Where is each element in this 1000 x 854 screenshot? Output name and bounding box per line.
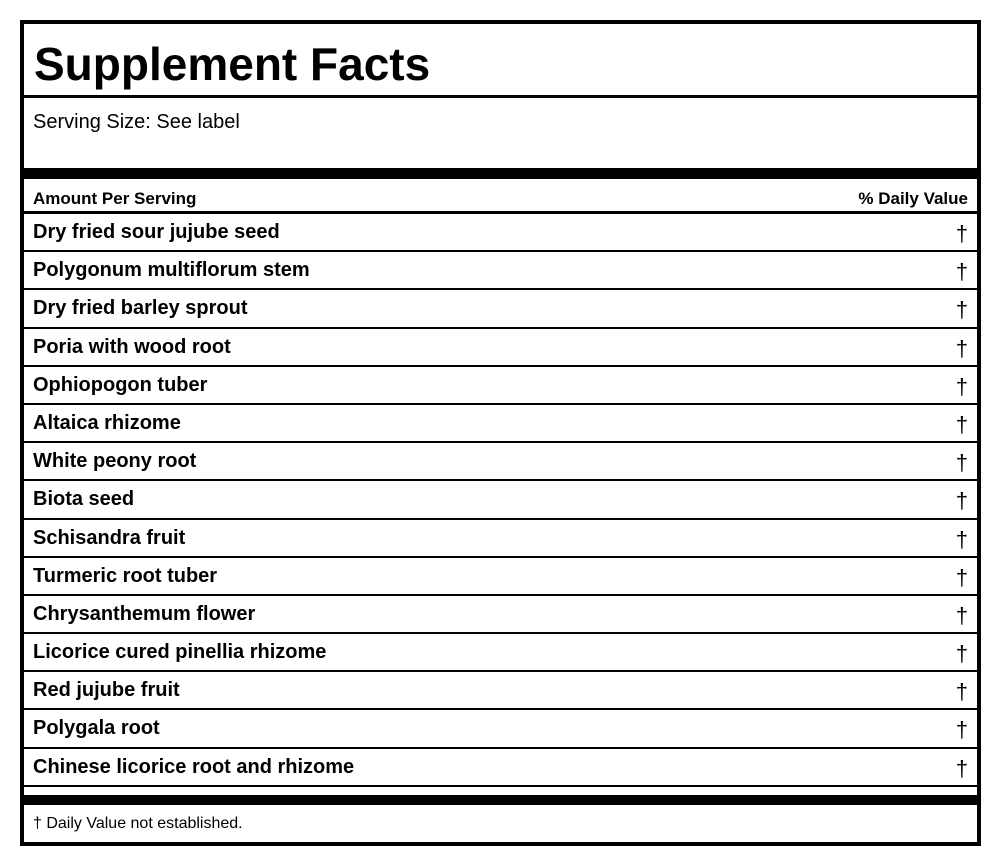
ingredient-daily-value: † [955,488,968,514]
ingredient-daily-value: † [955,259,968,285]
ingredient-name: Polygala root [33,717,160,740]
ingredient-row [24,672,977,710]
ingredient-list [24,214,977,787]
ingredient-name: Polygonum multiflorum stem [33,259,310,282]
ingredient-row [24,367,977,405]
ingredient-name: White peony root [33,450,197,473]
ingredient-name: Biota seed [33,488,135,511]
footnote: † Daily Value not established. [33,815,243,832]
ingredient-row [24,443,977,481]
ingredient-daily-value: † [955,641,968,667]
ingredient-daily-value: † [955,602,968,628]
ingredient-row [24,481,977,519]
ingredient-name: Dry fried barley sprout [33,297,248,320]
ingredient-daily-value: † [955,564,968,590]
ingredient-row [24,214,977,252]
ingredient-daily-value: † [955,755,968,781]
ingredient-name: Licorice cured pinellia rhizome [33,641,327,664]
ingredient-name: Ophiopogon tuber [33,373,208,396]
ingredient-daily-value: † [955,373,968,399]
ingredient-row [24,749,977,787]
supplement-facts-label [20,20,981,846]
ingredient-daily-value: † [955,221,968,246]
ingredient-row [24,596,977,634]
ingredient-daily-value: † [955,526,968,552]
label-title: Supplement Facts [24,24,977,98]
daily-value-header: % Daily Value [858,189,968,208]
ingredient-name: Red jujube fruit [33,679,180,702]
ingredient-name: Poria with wood root [33,335,231,358]
ingredient-daily-value: † [955,335,968,361]
ingredient-name: Chinese licorice root and rhizome [33,755,355,778]
ingredient-row [24,329,977,367]
ingredient-daily-value: † [955,679,968,705]
ingredient-daily-value: † [955,297,968,323]
bottom-thick-divider [24,795,977,805]
thick-divider [24,168,977,179]
ingredient-row [24,558,977,596]
serving-size: Serving Size: See label [33,111,240,133]
ingredient-row [24,405,977,443]
ingredient-row [24,710,977,748]
ingredient-daily-value: † [955,450,968,476]
ingredient-row [24,520,977,558]
ingredient-daily-value: † [955,717,968,743]
ingredient-name: Turmeric root tuber [33,564,218,587]
ingredient-name: Schisandra fruit [33,526,186,549]
ingredient-name: Altaica rhizome [33,411,181,434]
ingredient-name: Dry fried sour jujube seed [33,221,280,243]
ingredient-daily-value: † [955,411,968,437]
ingredient-row [24,634,977,672]
ingredient-row [24,290,977,328]
ingredient-row [24,252,977,290]
ingredient-name: Chrysanthemum flower [33,602,256,625]
table-header [24,179,977,214]
amount-per-serving-header: Amount Per Serving [33,189,197,208]
